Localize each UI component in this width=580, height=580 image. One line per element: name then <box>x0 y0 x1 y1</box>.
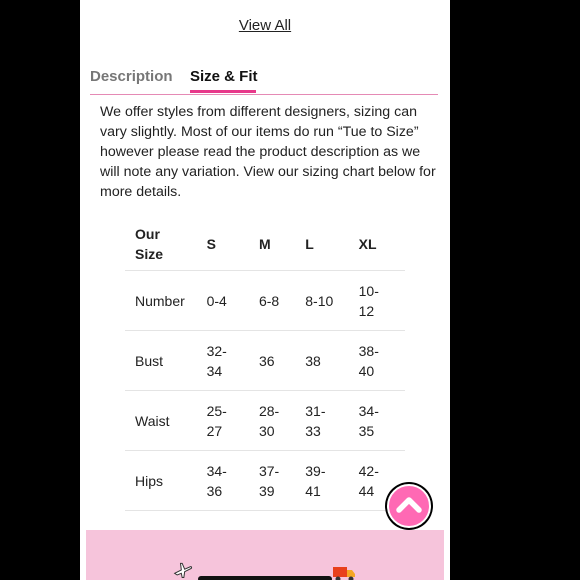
table-cell <box>359 331 405 391</box>
table-cell: 36 <box>259 331 305 391</box>
cell-text: 25-27 <box>206 402 227 439</box>
table-cell <box>305 391 358 451</box>
shipping-banner <box>86 530 444 580</box>
sizing-description: We offer styles from different designers, sizing can vary slightly. Most of our items do run “Tue to Size” however please read the product description as we will note any variation. View our sizing chart below for more details. <box>100 104 436 200</box>
view-all-link[interactable]: View All <box>238 17 292 34</box>
cell-text: 28-30 <box>258 402 280 439</box>
table-cell <box>259 391 305 451</box>
scroll-to-top-button[interactable] <box>387 484 431 528</box>
row-label: Hips <box>125 451 207 511</box>
table-cell: 8-10 <box>305 271 358 331</box>
cell-text: 39-41 <box>305 462 326 499</box>
cell-text: 34-36 <box>206 462 227 499</box>
cell-text: 32-34 <box>206 342 227 379</box>
header-cell: M <box>258 236 271 252</box>
cell-text: 34-35 <box>358 402 379 439</box>
row-label: Bust <box>125 331 207 391</box>
table-row <box>125 271 405 331</box>
table-cell <box>207 451 259 511</box>
table-cell <box>359 271 405 331</box>
table-cell: 0-4 <box>207 271 259 331</box>
cell-text: 42-44 <box>358 462 379 499</box>
chevron-up-icon <box>389 486 429 526</box>
table-cell: 38 <box>305 331 358 391</box>
cell-text: 37-39 <box>258 462 280 499</box>
size-chart-table <box>125 218 405 511</box>
header-cell: L <box>305 236 314 252</box>
header-cell: XL <box>358 236 377 252</box>
header-cell <box>125 218 207 271</box>
table-cell <box>259 451 305 511</box>
table-cell <box>359 391 405 451</box>
delivery-truck-icon <box>332 563 356 580</box>
row-label: Number <box>125 271 207 331</box>
airplane-icon <box>172 560 194 580</box>
active-tab-indicator <box>190 90 256 93</box>
row-label: Waist <box>125 391 207 451</box>
table-cell <box>207 391 259 451</box>
cell-text: 10-12 <box>358 282 379 319</box>
table-header-row <box>125 218 405 271</box>
table-cell <box>207 331 259 391</box>
product-tabs <box>90 68 438 95</box>
table-cell: 6-8 <box>259 271 305 331</box>
table-row <box>125 331 405 391</box>
table-cell <box>305 451 358 511</box>
cell-text: 38-40 <box>358 342 379 379</box>
table-row <box>125 451 405 511</box>
home-indicator-bar[interactable] <box>198 576 332 580</box>
table-row <box>125 391 405 451</box>
cell-text: 31-33 <box>305 402 326 439</box>
header-our-size: Our Size <box>135 226 164 262</box>
tab-size-fit[interactable]: Size & Fit <box>190 68 258 85</box>
product-page <box>80 0 450 580</box>
tab-description[interactable]: Description <box>90 68 173 85</box>
header-cell: S <box>206 236 216 252</box>
